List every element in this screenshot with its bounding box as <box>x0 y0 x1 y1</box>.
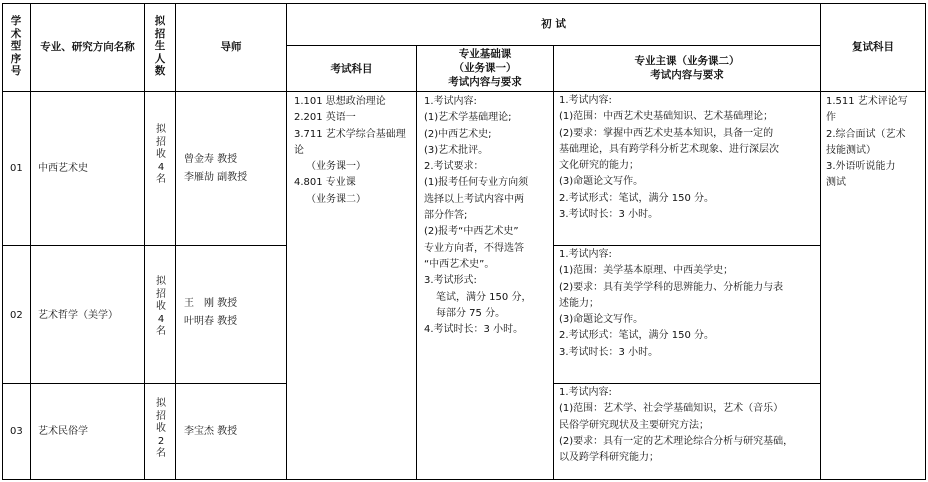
header-exam-subjects: 考试科目 <box>330 63 373 75</box>
row-1-advisor-1: 曾金寿 教授 <box>184 154 238 165</box>
text-line: 1.考试内容: <box>559 387 612 398</box>
col-line-2 <box>144 3 145 480</box>
text-line: (1)范围：美学基本原理、中西美学史； <box>559 265 734 277</box>
row-2-major: 艺术哲学（美学） <box>38 310 118 321</box>
row-1-major: 中西艺术史 <box>38 163 88 174</box>
col-line-1 <box>30 3 31 480</box>
text-line: 文化研究的能力； <box>559 160 639 172</box>
col-line-6 <box>553 45 554 480</box>
text-line: 以及跨学科研究能力； <box>559 452 659 464</box>
text-line: 述能力； <box>559 297 599 309</box>
table-border-right <box>925 3 926 480</box>
text-line: 技能测试） <box>826 144 876 156</box>
text-line: 作 <box>826 112 836 124</box>
text-line: 3.外语听说能力 <box>826 161 896 173</box>
table-border-left <box>2 3 3 480</box>
text-line: 每部分 75 分。 <box>436 307 506 319</box>
text-line: 4.801 专业课 <box>294 177 356 189</box>
col-line-5 <box>416 45 417 480</box>
text-line: 论 <box>294 144 304 156</box>
text-line: 3.考试形式: <box>424 275 477 287</box>
text-line: 测试 <box>826 177 846 189</box>
text-line: (2)要求：具有美学学科的思辨能力、分析能力与表 <box>559 281 784 293</box>
header-major: 专业、研究方向名称 <box>40 41 135 53</box>
text-line: 3.711 艺术学综合基础理 <box>294 128 406 140</box>
row-2-seq: 02 <box>10 310 23 321</box>
text-line: (2)要求：具有一定的艺术理论综合分析与研究基础， <box>559 435 794 447</box>
text-line: 专业方向者，不得选答 <box>424 242 524 254</box>
header-initial-exam: 初 试 <box>541 18 566 30</box>
header-advisor: 导师 <box>220 41 242 53</box>
header-retest: 复试科目 <box>852 41 894 53</box>
row-3-major: 艺术民俗学 <box>38 426 88 437</box>
header-basic-course-line1: 专业基础课 <box>458 48 512 60</box>
row-3-planned: 拟招收2名 <box>156 398 166 459</box>
table-border-top <box>2 3 926 4</box>
text-line: 2.综合面试（艺术 <box>826 128 906 140</box>
header-bottom-border <box>2 91 926 92</box>
text-line: 2.201 英语一 <box>294 112 356 124</box>
row-1-main-course <box>559 93 779 223</box>
text-line: 1.101 思想政治理论 <box>294 96 386 107</box>
row-1-seq: 01 <box>10 163 23 174</box>
text-line: (3)艺术批评。 <box>424 144 489 156</box>
exam-subjects-cell <box>294 94 406 208</box>
text-line: 3.考试时长：3 小时。 <box>559 346 659 358</box>
row-2-planned: 拟招收4名 <box>156 276 166 337</box>
row-3-advisor-1: 李宝杰 教授 <box>184 426 238 437</box>
text-line: 4.考试时长：3 小时。 <box>424 324 524 336</box>
text-line: 2.考试形式：笔试，满分 150 分。 <box>559 330 714 342</box>
text-line: 2.考试要求： <box>424 161 484 173</box>
text-line: 2.考试形式：笔试，满分 150 分。 <box>559 192 714 204</box>
basic-course-cell <box>424 94 531 338</box>
text-line: (3)命题论文写作。 <box>559 314 644 326</box>
header-basic-course-line3: 考试内容与要求 <box>448 76 522 88</box>
text-line: 笔试，满分 150 分， <box>436 291 532 303</box>
table-border-bottom <box>2 479 926 480</box>
row-1-planned: 拟招收4名 <box>156 124 166 185</box>
col-line-7 <box>820 3 821 480</box>
retest-cell <box>826 94 908 192</box>
text-line: （业务课二） <box>306 193 366 205</box>
text-line: (1)艺术学基础理论; <box>424 112 512 124</box>
row-divider-2-main <box>553 383 821 384</box>
header-planned: 拟招生人数 <box>154 15 166 77</box>
text-line: 1.考试内容: <box>559 95 612 106</box>
row-2-advisor-1: 王 刚 教授 <box>184 298 238 309</box>
row-3-seq: 03 <box>10 426 23 437</box>
text-line: 民俗学研究现状及主要研究方法； <box>559 419 709 431</box>
header-main-course-line2: 考试内容与要求 <box>650 69 724 81</box>
header-type-seq: 学术型序号 <box>10 15 22 77</box>
text-line: (1)报考任何专业方向须 <box>424 177 529 189</box>
row-3-main-course <box>559 385 793 466</box>
row-1-advisor-2: 李雁劼 副教授 <box>184 172 248 183</box>
row-2-advisor-2: 叶明春 教授 <box>184 316 238 327</box>
text-line: (1)范围：艺术学、社会学基础知识，艺术（音乐） <box>559 403 784 415</box>
header-basic-course-line2: （业务课一） <box>453 62 517 74</box>
text-line: (1)范围：中西艺术史基础知识、艺术基础理论； <box>559 111 774 123</box>
text-line: 选择以上考试内容中两 <box>424 193 524 205</box>
text-line: 1.考试内容: <box>424 96 477 107</box>
text-line: (2)要求：掌握中西艺术史基本知识，具备一定的 <box>559 127 774 139</box>
text-line: 基础理论，具有跨学科分析艺术现象、进行深层次 <box>559 143 779 155</box>
text-line: “中西艺术史”。 <box>424 258 495 270</box>
text-line: 3.考试时长：3 小时。 <box>559 209 659 221</box>
text-line: (2)报考“中西艺术史” <box>424 226 519 238</box>
text-line: 1.考试内容: <box>559 249 612 260</box>
text-line: (3)命题论文写作。 <box>559 176 644 188</box>
row-2-main-course <box>559 247 783 361</box>
row-divider-1-main <box>553 245 821 246</box>
col-line-3 <box>175 3 176 480</box>
header-main-course-line1: 专业主课（业务课二） <box>634 55 740 67</box>
text-line: (2)中西艺术史; <box>424 128 492 140</box>
text-line: 1.511 艺术评论写 <box>826 96 908 107</box>
text-line: （业务课一） <box>306 161 366 173</box>
text-line: 部分作答; <box>424 210 468 222</box>
